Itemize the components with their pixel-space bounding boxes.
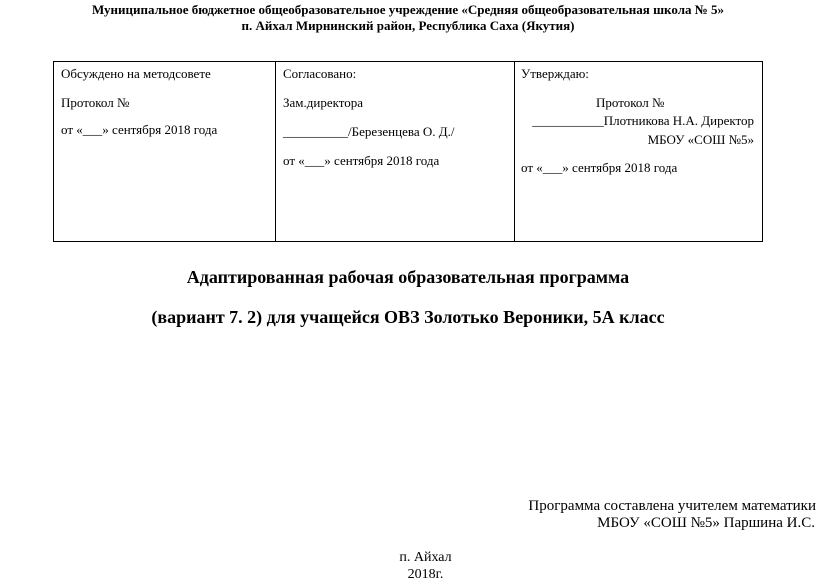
approved-date: от «___» сентября 2018 года bbox=[521, 160, 678, 175]
author-line-2: МБОУ «СОШ №5» Паршина И.С. bbox=[597, 515, 815, 531]
discussed-protocol: Протокол № bbox=[61, 95, 130, 110]
agreed-cell bbox=[276, 62, 515, 242]
agreed-date: от «___» сентября 2018 года bbox=[283, 153, 440, 168]
discussed-date: от «___» сентября 2018 года bbox=[61, 122, 218, 137]
program-title: Адаптированная рабочая образовательная программа bbox=[186, 267, 630, 287]
approved-label: Утверждаю: bbox=[521, 66, 589, 81]
approved-school: МБОУ «СОШ №5» bbox=[647, 132, 754, 147]
school-address: п. Айхал Мирнинский район, Республика Саха (Якутия) bbox=[241, 18, 575, 33]
program-subtitle: (вариант 7. 2) для учащейся ОВЗ Золотько Вероники, 5А класс bbox=[151, 307, 665, 327]
agreed-signature: __________/Березенцева О. Д./ bbox=[283, 124, 455, 139]
approved-protocol: Протокол № bbox=[596, 95, 665, 110]
approval-table bbox=[53, 61, 763, 242]
place-name: п. Айхал bbox=[399, 550, 452, 565]
approved-cell bbox=[515, 62, 763, 242]
discussed-label: Обсуждено на методсовете bbox=[61, 66, 211, 81]
discussed-cell bbox=[54, 62, 276, 242]
school-header bbox=[0, 2, 816, 34]
year: 2018г. bbox=[407, 567, 444, 582]
author-line-1: Программа составлена учителем математики bbox=[528, 498, 816, 514]
school-name: Муниципальное бюджетное общеобразовательное учреждение «Средняя общеобразовательная школа № 5» bbox=[91, 2, 725, 17]
approved-signature: ___________Плотникова Н.А. Директор bbox=[532, 113, 754, 128]
agreed-label: Согласовано: bbox=[283, 66, 357, 81]
agreed-position: Зам.директора bbox=[283, 95, 364, 110]
